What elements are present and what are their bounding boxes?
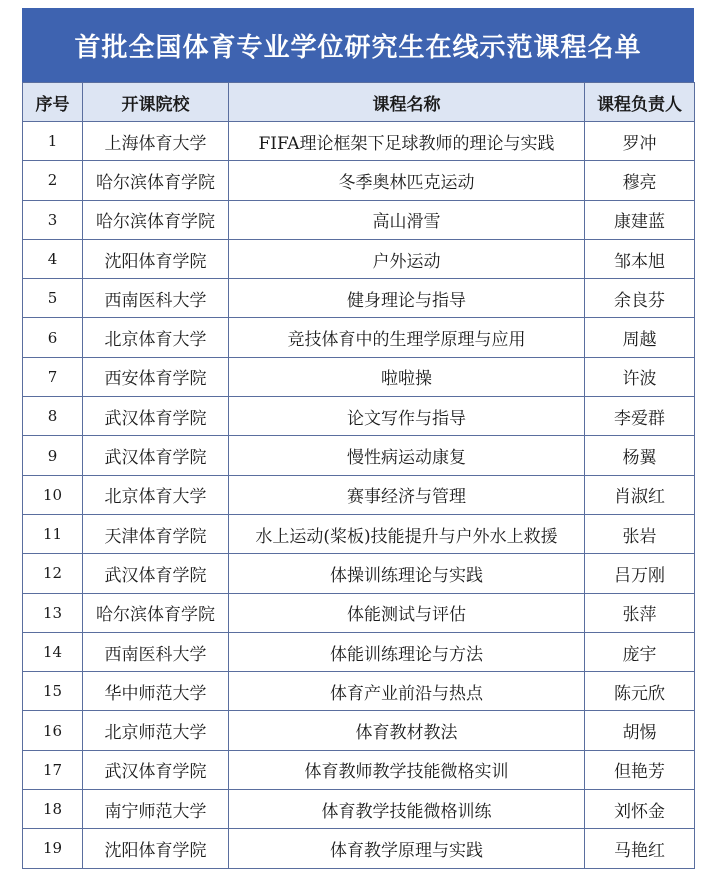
cell-school: 南宁师范大学: [83, 790, 229, 829]
cell-school: 西南医科大学: [83, 632, 229, 671]
table-row: [23, 279, 695, 318]
table-row: [23, 750, 695, 789]
cell-lead: 许波: [585, 357, 695, 396]
cell-number: 19: [23, 829, 83, 868]
cell-school: 北京体育大学: [83, 475, 229, 514]
cell-school: 华中师范大学: [83, 672, 229, 711]
cell-number: 14: [23, 632, 83, 671]
cell-school: 哈尔滨体育学院: [83, 200, 229, 239]
cell-school: 武汉体育学院: [83, 436, 229, 475]
cell-number: 12: [23, 554, 83, 593]
cell-school: 武汉体育学院: [83, 554, 229, 593]
cell-lead: 吕万刚: [585, 554, 695, 593]
cell-course: 体育教师教学技能微格实训: [229, 750, 585, 789]
table-header-row: [23, 83, 695, 122]
cell-course: 竞技体育中的生理学原理与应用: [229, 318, 585, 357]
cell-lead: 刘怀金: [585, 790, 695, 829]
cell-number: 11: [23, 514, 83, 553]
cell-school: 哈尔滨体育学院: [83, 161, 229, 200]
cell-course: 体育产业前沿与热点: [229, 672, 585, 711]
cell-lead: 但艳芳: [585, 750, 695, 789]
table-row: [23, 397, 695, 436]
table-row: [23, 554, 695, 593]
cell-number: 4: [23, 239, 83, 278]
cell-school: 武汉体育学院: [83, 397, 229, 436]
course-list-sheet: [22, 8, 694, 869]
cell-number: 5: [23, 279, 83, 318]
cell-school: 西安体育学院: [83, 357, 229, 396]
table-row: [23, 632, 695, 671]
cell-lead: 张岩: [585, 514, 695, 553]
cell-lead: 张萍: [585, 593, 695, 632]
cell-course: 体能测试与评估: [229, 593, 585, 632]
cell-course: 体育教材教法: [229, 711, 585, 750]
cell-number: 10: [23, 475, 83, 514]
table-body: [23, 122, 695, 869]
cell-school: 天津体育学院: [83, 514, 229, 553]
cell-lead: 肖淑红: [585, 475, 695, 514]
cell-number: 15: [23, 672, 83, 711]
table-row: [23, 318, 695, 357]
cell-school: 西南医科大学: [83, 279, 229, 318]
cell-number: 2: [23, 161, 83, 200]
cell-course: 体育教学原理与实践: [229, 829, 585, 868]
cell-school: 沈阳体育学院: [83, 829, 229, 868]
header-school: 开课院校: [83, 83, 229, 122]
cell-number: 7: [23, 357, 83, 396]
cell-course: 高山滑雪: [229, 200, 585, 239]
header-course: 课程名称: [229, 83, 585, 122]
cell-course: 体育教学技能微格训练: [229, 790, 585, 829]
cell-school: 上海体育大学: [83, 122, 229, 161]
table-row: [23, 514, 695, 553]
cell-course: 慢性病运动康复: [229, 436, 585, 475]
cell-lead: 罗冲: [585, 122, 695, 161]
cell-lead: 胡惕: [585, 711, 695, 750]
cell-lead: 康建蓝: [585, 200, 695, 239]
table-row: [23, 161, 695, 200]
course-table: [22, 82, 695, 869]
table-row: [23, 239, 695, 278]
cell-lead: 穆亮: [585, 161, 695, 200]
page-title: 首批全国体育专业学位研究生在线示范课程名单: [22, 8, 694, 82]
table-row: [23, 829, 695, 868]
cell-lead: 李爱群: [585, 397, 695, 436]
table-row: [23, 711, 695, 750]
cell-school: 沈阳体育学院: [83, 239, 229, 278]
cell-number: 1: [23, 122, 83, 161]
table-row: [23, 200, 695, 239]
cell-school: 武汉体育学院: [83, 750, 229, 789]
cell-lead: 余良芬: [585, 279, 695, 318]
cell-school: 北京体育大学: [83, 318, 229, 357]
cell-lead: 马艳红: [585, 829, 695, 868]
table-row: [23, 122, 695, 161]
cell-course: 体能训练理论与方法: [229, 632, 585, 671]
table-row: [23, 790, 695, 829]
cell-course: 啦啦操: [229, 357, 585, 396]
cell-lead: 邹本旭: [585, 239, 695, 278]
table-row: [23, 436, 695, 475]
table-row: [23, 672, 695, 711]
cell-course: 冬季奥林匹克运动: [229, 161, 585, 200]
cell-number: 16: [23, 711, 83, 750]
cell-course: 户外运动: [229, 239, 585, 278]
cell-lead: 陈元欣: [585, 672, 695, 711]
cell-number: 6: [23, 318, 83, 357]
cell-number: 18: [23, 790, 83, 829]
cell-course: 赛事经济与管理: [229, 475, 585, 514]
cell-course: 健身理论与指导: [229, 279, 585, 318]
cell-course: FIFA理论框架下足球教师的理论与实践: [229, 122, 585, 161]
table-row: [23, 475, 695, 514]
cell-number: 9: [23, 436, 83, 475]
header-lead: 课程负责人: [585, 83, 695, 122]
cell-lead: 杨翼: [585, 436, 695, 475]
cell-school: 北京师范大学: [83, 711, 229, 750]
cell-lead: 周越: [585, 318, 695, 357]
cell-number: 3: [23, 200, 83, 239]
cell-number: 8: [23, 397, 83, 436]
cell-number: 13: [23, 593, 83, 632]
cell-course: 论文写作与指导: [229, 397, 585, 436]
table-row: [23, 593, 695, 632]
table-row: [23, 357, 695, 396]
cell-course: 体操训练理论与实践: [229, 554, 585, 593]
cell-lead: 庞宇: [585, 632, 695, 671]
cell-school: 哈尔滨体育学院: [83, 593, 229, 632]
header-number: 序号: [23, 83, 83, 122]
cell-course: 水上运动(桨板)技能提升与户外水上救援: [229, 514, 585, 553]
cell-number: 17: [23, 750, 83, 789]
